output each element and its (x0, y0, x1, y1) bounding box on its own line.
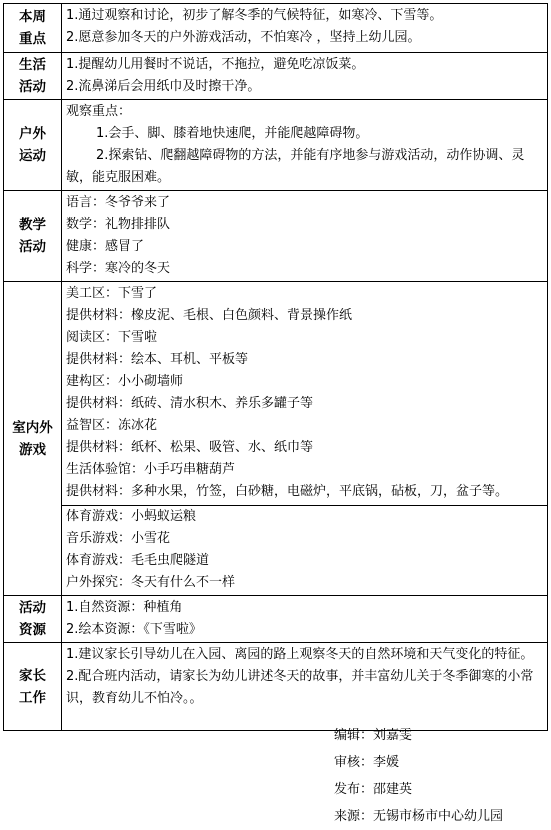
content-line: 2.配合班内活动，请家长为幼儿讲述冬天的故事，并丰富幼儿关于冬季御寒的小常识，教育幼儿不怕冷。。 (66, 669, 534, 706)
category-line: 资源 (19, 622, 46, 638)
publisher-credit: 发布：邵建英 (334, 782, 413, 797)
category-line: 活动 (19, 239, 46, 255)
content-line: 数学：礼物排排队 (66, 217, 171, 232)
row-category (4, 643, 62, 731)
editor-credit: 编辑：刘嘉雯 (334, 728, 413, 743)
content-line: 阅读区：下雪啦 (66, 330, 158, 345)
content-line: 建构区：小小砌墙师 (66, 374, 184, 389)
content-line: 2.绘本资源：《下雪啦》 (66, 622, 202, 637)
row-content (62, 53, 548, 100)
category-line: 游戏 (19, 441, 46, 458)
content-line: 益智区：冻冰花 (66, 418, 158, 433)
content-line: 1.提醒幼儿用餐时不说话，不拖拉，避免吃凉饭菜。 (66, 57, 365, 72)
content-line: 1.建议家长引导幼儿在入园、离园的路上观察冬天的自然环境和天气变化的特征。 (66, 647, 534, 662)
category-line: 室内外 (12, 419, 53, 436)
row-category (4, 191, 62, 282)
content-line: 1.自然资源：种植角 (66, 600, 183, 615)
category-line: 生活 (19, 57, 46, 73)
content-line: 提供材料：绘本、耳机、平板等 (66, 352, 249, 367)
content-line: 体育游戏：小蚂蚁运粮 (66, 509, 197, 524)
table-row (4, 191, 548, 282)
content-line: 生活体验馆：小手巧串糖葫芦 (66, 462, 236, 477)
content-line: 1.会手、脚、膝着地快速爬，并能爬越障碍物。 (96, 126, 369, 141)
row-category (4, 4, 62, 53)
row-category (4, 596, 62, 643)
content-line: 音乐游戏：小雪花 (66, 531, 171, 546)
content-line: 2.探索钻、爬翻越障碍物的方法，并能有序地参与游戏活动，动作协调、灵敏，能克服困难。 (66, 148, 525, 185)
table-row (4, 596, 548, 643)
content-line: 1.通过观察和讨论，初步了解冬季的气候特征，如寒冷、下雪等。 (66, 8, 443, 23)
row-content (62, 282, 548, 596)
weekly-plan-table (3, 3, 548, 731)
content-line: 提供材料：纸杯、松果、吸管、水、纸巾等 (66, 440, 314, 455)
content-line: 户外探究：冬天有什么不一样 (66, 575, 236, 590)
table-row (4, 643, 548, 731)
content-line: 2.流鼻涕后会用纸巾及时擦干净。 (66, 79, 261, 94)
content-line: 体育游戏：毛毛虫爬隧道 (66, 553, 210, 568)
content-line: 美工区：下雪了 (66, 286, 158, 301)
content-line: 提供材料：橡皮泥、毛根、白色颜料、背景操作纸 (66, 308, 353, 323)
table-row (4, 53, 548, 100)
source-credit: 来源：无锡市杨市中心幼儿园 (334, 809, 504, 824)
category-line: 运动 (19, 148, 46, 164)
content-line: 提供材料：多种水果，竹签，白砂糖，电磁炉，平底锅，砧板，刀，盆子等。 (66, 484, 509, 499)
category-line: 工作 (19, 689, 46, 706)
content-line: 健康：感冒了 (66, 239, 145, 254)
row-content (62, 596, 548, 643)
sub-section-divider (62, 505, 547, 594)
row-content (62, 4, 548, 53)
table-row (4, 282, 548, 596)
row-content (62, 191, 548, 282)
table-row (4, 4, 548, 53)
credits-footer (334, 722, 503, 830)
row-content (62, 100, 548, 191)
row-content (62, 643, 548, 731)
reviewer-credit: 审核：李媛 (334, 755, 400, 770)
content-line: 观察重点： (66, 104, 132, 119)
category-line: 重点 (19, 31, 46, 47)
content-line: 科学：寒冷的冬天 (66, 261, 171, 276)
content-line: 提供材料：纸砖、清水积木、养乐多罐子等 (66, 396, 314, 411)
content-line: 语言：冬爷爷来了 (66, 195, 171, 210)
row-category (4, 282, 62, 596)
category-line: 活动 (19, 600, 46, 616)
category-line: 户外 (19, 126, 46, 142)
category-line: 家长 (19, 667, 46, 684)
category-line: 活动 (19, 79, 46, 95)
content-line: 2.愿意参加冬天的户外游戏活动，不怕寒冷 ，坚持上幼儿园。 (66, 30, 421, 45)
row-category (4, 53, 62, 100)
row-category (4, 100, 62, 191)
category-line: 教学 (19, 217, 46, 233)
category-line: 本周 (19, 9, 46, 25)
table-row (4, 100, 548, 191)
